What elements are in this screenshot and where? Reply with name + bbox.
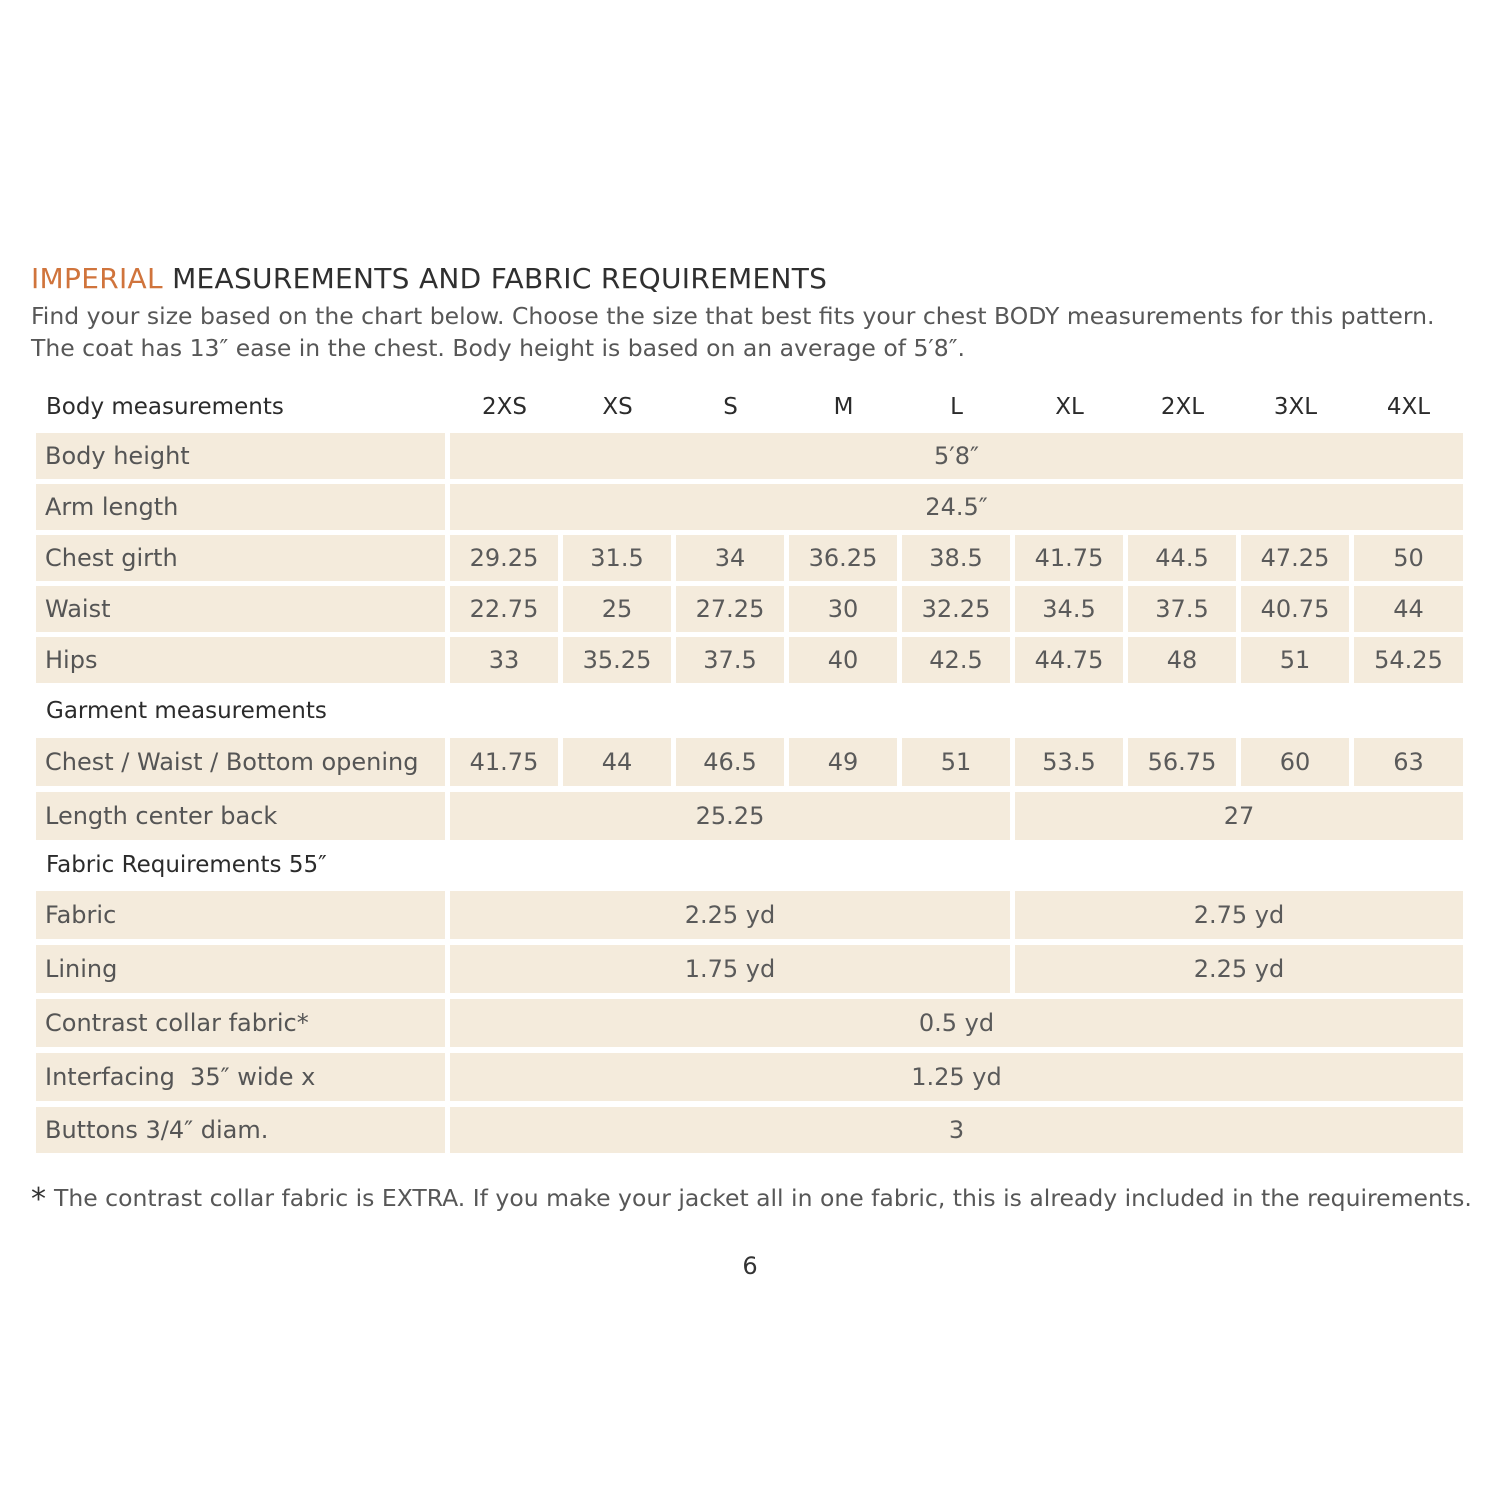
- chest-girth-cell: 29.25: [450, 535, 558, 581]
- opening-cell: 51: [902, 738, 1010, 786]
- chest-girth-cell: 34: [676, 535, 784, 581]
- page-title: [31, 262, 827, 295]
- opening-cell: 53.5: [1015, 738, 1123, 786]
- lining-large-sizes: 2.25 yd: [1015, 945, 1463, 993]
- waist-cell: 32.25: [902, 586, 1010, 632]
- interfacing-label: Interfacing 35″ wide x: [36, 1053, 445, 1101]
- size-header: XS: [602, 394, 633, 420]
- collar-value: 0.5 yd: [450, 999, 1463, 1047]
- title-accent: IMPERIAL: [31, 262, 163, 295]
- length-large-sizes: 27: [1015, 792, 1463, 840]
- hips-cell: 51: [1241, 637, 1349, 683]
- opening-cell: 41.75: [450, 738, 558, 786]
- chest-girth-cell: 31.5: [563, 535, 671, 581]
- size-header: 3XL: [1273, 394, 1318, 420]
- footnote-text: The contrast collar fabric is EXTRA. If you make your jacket all in one fabric, this is already included in the requirements.: [54, 1184, 1472, 1212]
- hips-cell: 44.75: [1015, 637, 1123, 683]
- opening-cell: 49: [789, 738, 897, 786]
- waist-cell: 22.75: [450, 586, 558, 632]
- opening-cell: 60: [1241, 738, 1349, 786]
- chest-girth-cell: 47.25: [1241, 535, 1349, 581]
- buttons-value: 3: [450, 1107, 1463, 1153]
- footnote: [31, 1182, 1472, 1217]
- body-height-label: Body height: [36, 433, 445, 479]
- intro-line-1: Find your size based on the chart below. Choose the size that best fits your chest BODY measurements for this pattern.: [31, 302, 1435, 330]
- lining-label: Lining: [36, 945, 445, 993]
- waist-cell: 34.5: [1015, 586, 1123, 632]
- waist-cell: 25: [563, 586, 671, 632]
- waist-cell: 44: [1354, 586, 1463, 632]
- interfacing-value: 1.25 yd: [450, 1053, 1463, 1101]
- size-header: 2XL: [1160, 394, 1205, 420]
- fabric-large-sizes: 2.75 yd: [1015, 891, 1463, 939]
- fabric-label: Fabric: [36, 891, 445, 939]
- hips-cell: 35.25: [563, 637, 671, 683]
- lining-small-sizes: 1.75 yd: [450, 945, 1010, 993]
- size-header: 4XL: [1386, 394, 1431, 420]
- intro-text: [31, 300, 1471, 364]
- hips-cell: 40: [789, 637, 897, 683]
- hips-cell: 33: [450, 637, 558, 683]
- waist-cell: 30: [789, 586, 897, 632]
- waist-cell: 27.25: [676, 586, 784, 632]
- garment-measurements-heading: Garment measurements: [46, 698, 327, 724]
- waist-label: Waist: [36, 586, 445, 632]
- waist-cell: 37.5: [1128, 586, 1236, 632]
- chest-girth-cell: 44.5: [1128, 535, 1236, 581]
- opening-cell: 44: [563, 738, 671, 786]
- size-header: L: [950, 394, 963, 420]
- opening-cell: 56.75: [1128, 738, 1236, 786]
- hips-cell: 48: [1128, 637, 1236, 683]
- hips-cell: 37.5: [676, 637, 784, 683]
- chest-girth-label: Chest girth: [36, 535, 445, 581]
- length-small-sizes: 25.25: [450, 792, 1010, 840]
- arm-length-value: 24.5″: [450, 484, 1463, 530]
- hips-cell: 42.5: [902, 637, 1010, 683]
- fabric-requirements-heading: Fabric Requirements 55″: [46, 852, 327, 878]
- body-measurements-heading: Body measurements: [46, 394, 284, 420]
- chest-girth-cell: 41.75: [1015, 535, 1123, 581]
- hips-label: Hips: [36, 637, 445, 683]
- hips-cell: 54.25: [1354, 637, 1463, 683]
- page-number: 6: [742, 1252, 758, 1280]
- size-header: XL: [1055, 394, 1084, 420]
- opening-cell: 46.5: [676, 738, 784, 786]
- size-header: S: [723, 394, 738, 420]
- size-header: M: [833, 394, 854, 420]
- opening-label: Chest / Waist / Bottom opening: [36, 738, 445, 786]
- body-height-value: 5′8″: [450, 433, 1463, 479]
- fabric-small-sizes: 2.25 yd: [450, 891, 1010, 939]
- collar-label: Contrast collar fabric*: [36, 999, 445, 1047]
- footnote-asterisk: *: [31, 1182, 46, 1217]
- chest-girth-cell: 50: [1354, 535, 1463, 581]
- opening-cell: 63: [1354, 738, 1463, 786]
- chest-girth-cell: 38.5: [902, 535, 1010, 581]
- size-header: 2XS: [482, 394, 527, 420]
- intro-line-2: The coat has 13″ ease in the chest. Body height is based on an average of 5′8″.: [31, 334, 965, 362]
- length-center-back-label: Length center back: [36, 792, 445, 840]
- waist-cell: 40.75: [1241, 586, 1349, 632]
- title-rest: MEASUREMENTS AND FABRIC REQUIREMENTS: [172, 262, 828, 295]
- chest-girth-cell: 36.25: [789, 535, 897, 581]
- arm-length-label: Arm length: [36, 484, 445, 530]
- buttons-label: Buttons 3/4″ diam.: [36, 1107, 445, 1153]
